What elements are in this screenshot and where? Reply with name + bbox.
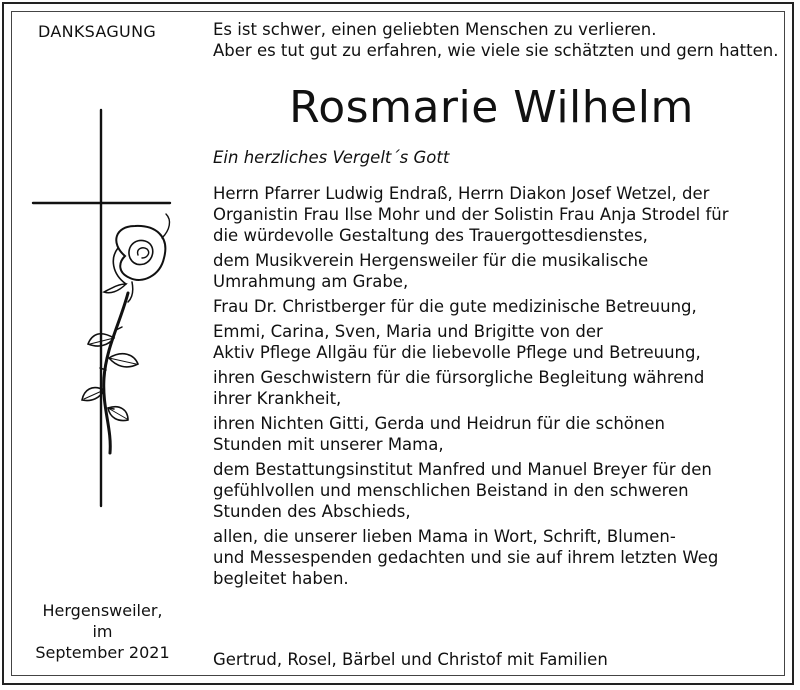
intro-line: Es ist schwer, einen geliebten Menschen zu verlieren. bbox=[213, 20, 657, 39]
place-line: Hergensweiler, bbox=[42, 601, 163, 620]
place-line: im bbox=[92, 622, 113, 641]
thanks-entry: allen, die unserer lieben Mama in Wort, Schrift, Blumen- und Messespenden gedachten und sie auf ihrem letzten Weg begleitet haben. bbox=[213, 527, 719, 588]
signature: Gertrud, Rosel, Bärbel und Christof mit Familien bbox=[213, 650, 608, 669]
thanks-entry: dem Bestattungsinstitut Manfred und Manuel Breyer für den gefühlvollen und menschlichen Beistand in den schweren Stunden des Abschieds, bbox=[213, 460, 712, 521]
thanks-entry: Emmi, Carina, Sven, Maria und Brigitte von der Aktiv Pflege Allgäu für die liebevolle Pflege und Betreuung, bbox=[213, 322, 701, 362]
place-date bbox=[30, 600, 175, 663]
thanks-list bbox=[213, 183, 773, 593]
intro-line: Aber es tut gut zu erfahren, wie viele sie schätzten und gern hatten. bbox=[213, 41, 779, 60]
thanks-entry: Herrn Pfarrer Ludwig Endraß, Herrn Diakon Josef Wetzel, der Organistin Frau Ilse Mohr und der Solistin Frau Anja Strodel für die würdevolle Gestaltung des Trauergottesdienstes, bbox=[213, 184, 729, 245]
thanks-entry: dem Musikverein Hergensweiler für die musikalische Umrahmung am Grabe, bbox=[213, 251, 649, 291]
intro-text bbox=[213, 19, 778, 61]
thanks-subtitle: Ein herzliches Vergelt´s Gott bbox=[213, 148, 450, 167]
cross-with-rose-icon bbox=[30, 108, 180, 508]
header-label: DANKSAGUNG bbox=[38, 22, 157, 41]
place-line: September 2021 bbox=[35, 643, 170, 662]
thanks-entry: ihren Nichten Gitti, Gerda und Heidrun für die schönen Stunden mit unserer Mama, bbox=[213, 414, 665, 454]
deceased-name: Rosmarie Wilhelm bbox=[289, 82, 694, 133]
thanks-entry: ihren Geschwistern für die fürsorgliche Begleitung während ihrer Krankheit, bbox=[213, 368, 705, 408]
thanks-entry: Frau Dr. Christberger für die gute medizinische Betreuung, bbox=[213, 297, 697, 316]
